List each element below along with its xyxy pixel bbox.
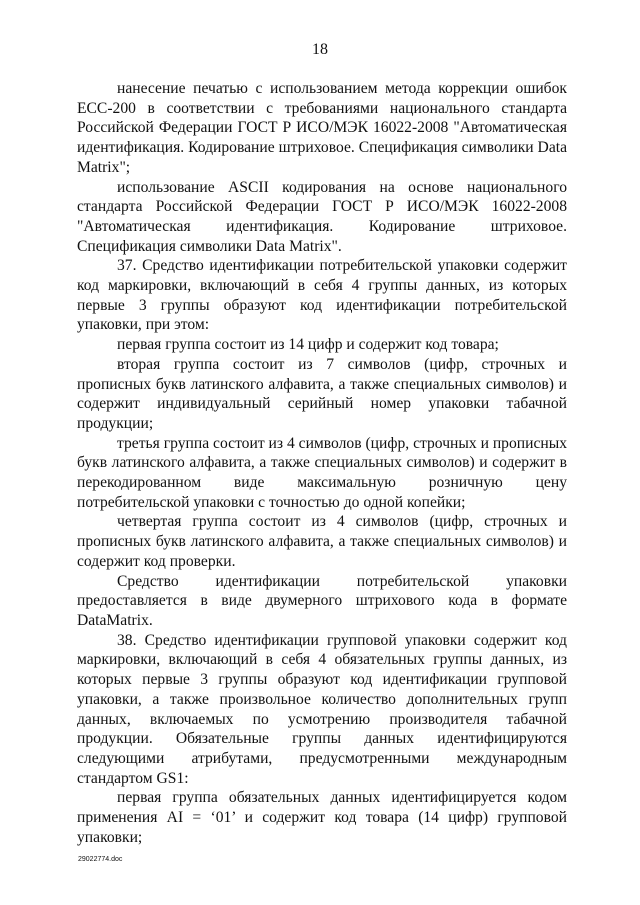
paragraph-ascii-encoding: использование ASCII кодирования на основе национального стандарта Российской Федерации ГОСТ Р ИСО/МЭК 16022-2008 "Автоматическая идентификация. Кодирование штриховое. Спецификация символики Data Matrix".: [77, 178, 567, 255]
paragraph-group-3: третья группа состоит из 4 символов (цифр, строчных и прописных букв латинского алфавита, а также специальных символов) и содержит в перекодированном виде максимальную розничную цену потребительской упаковки с точностью до одной копейки;: [77, 434, 567, 511]
footer-document-code: 29022774.doc: [78, 856, 123, 863]
paragraph-clause-37: 37. Средство идентификации потребительской упаковки содержит код маркировки, включающий в себя 4 группы данных, из которых первые 3 группы образуют код идентификации потребительской упаковки, при этом:: [77, 257, 567, 334]
paragraph-ecc200-printing: нанесение печатью с использованием метода коррекции ошибок ЕСС-200 в соответствии с требованиями национального стандарта Российской Федерации ГОСТ Р ИСО/МЭК 16022-2008 "Автоматическая идентификация. Кодирование штриховое. Спецификация символики Data Matrix";: [77, 80, 567, 176]
paragraph-datamatrix-format: Средство идентификации потребительской упаковки предоставляется в виде двумерного штрихового кода в формате DataMatrix.: [77, 572, 567, 629]
page-number: 18: [312, 41, 328, 58]
document-body: [77, 79, 567, 847]
paragraph-mandatory-group-1: первая группа обязательных данных идентифицируется кодом применения AI = ‘01’ и содержит код товара (14 цифр) групповой упаковки;: [77, 789, 567, 846]
paragraph-group-4: четвертая группа состоит из 4 символов (цифр, строчных и прописных букв латинского алфавита, а также специальных символов) и содержит код проверки.: [77, 513, 567, 570]
paragraph-group-1: первая группа состоит из 14 цифр и содержит код товара;: [117, 336, 499, 354]
paragraph-group-2: вторая группа состоит из 7 символов (цифр, строчных и прописных букв латинского алфавита, а также специальных символов) и содержит индивидуальный серийный номер упаковки табачной продукции;: [77, 355, 567, 432]
paragraph-clause-38: 38. Средство идентификации групповой упаковки содержит код маркировки, включающий в себя 4 обязательных группы данных, из которых первые 3 группы образуют код идентификации групповой упаковки, а также произвольное количество дополнительных групп данных, включаемых по усмотрению производителя табачной продукции. Обязательные группы данных идентифицируются следующими атрибутами, предусмотренными международным стандартом GS1:: [77, 631, 567, 787]
